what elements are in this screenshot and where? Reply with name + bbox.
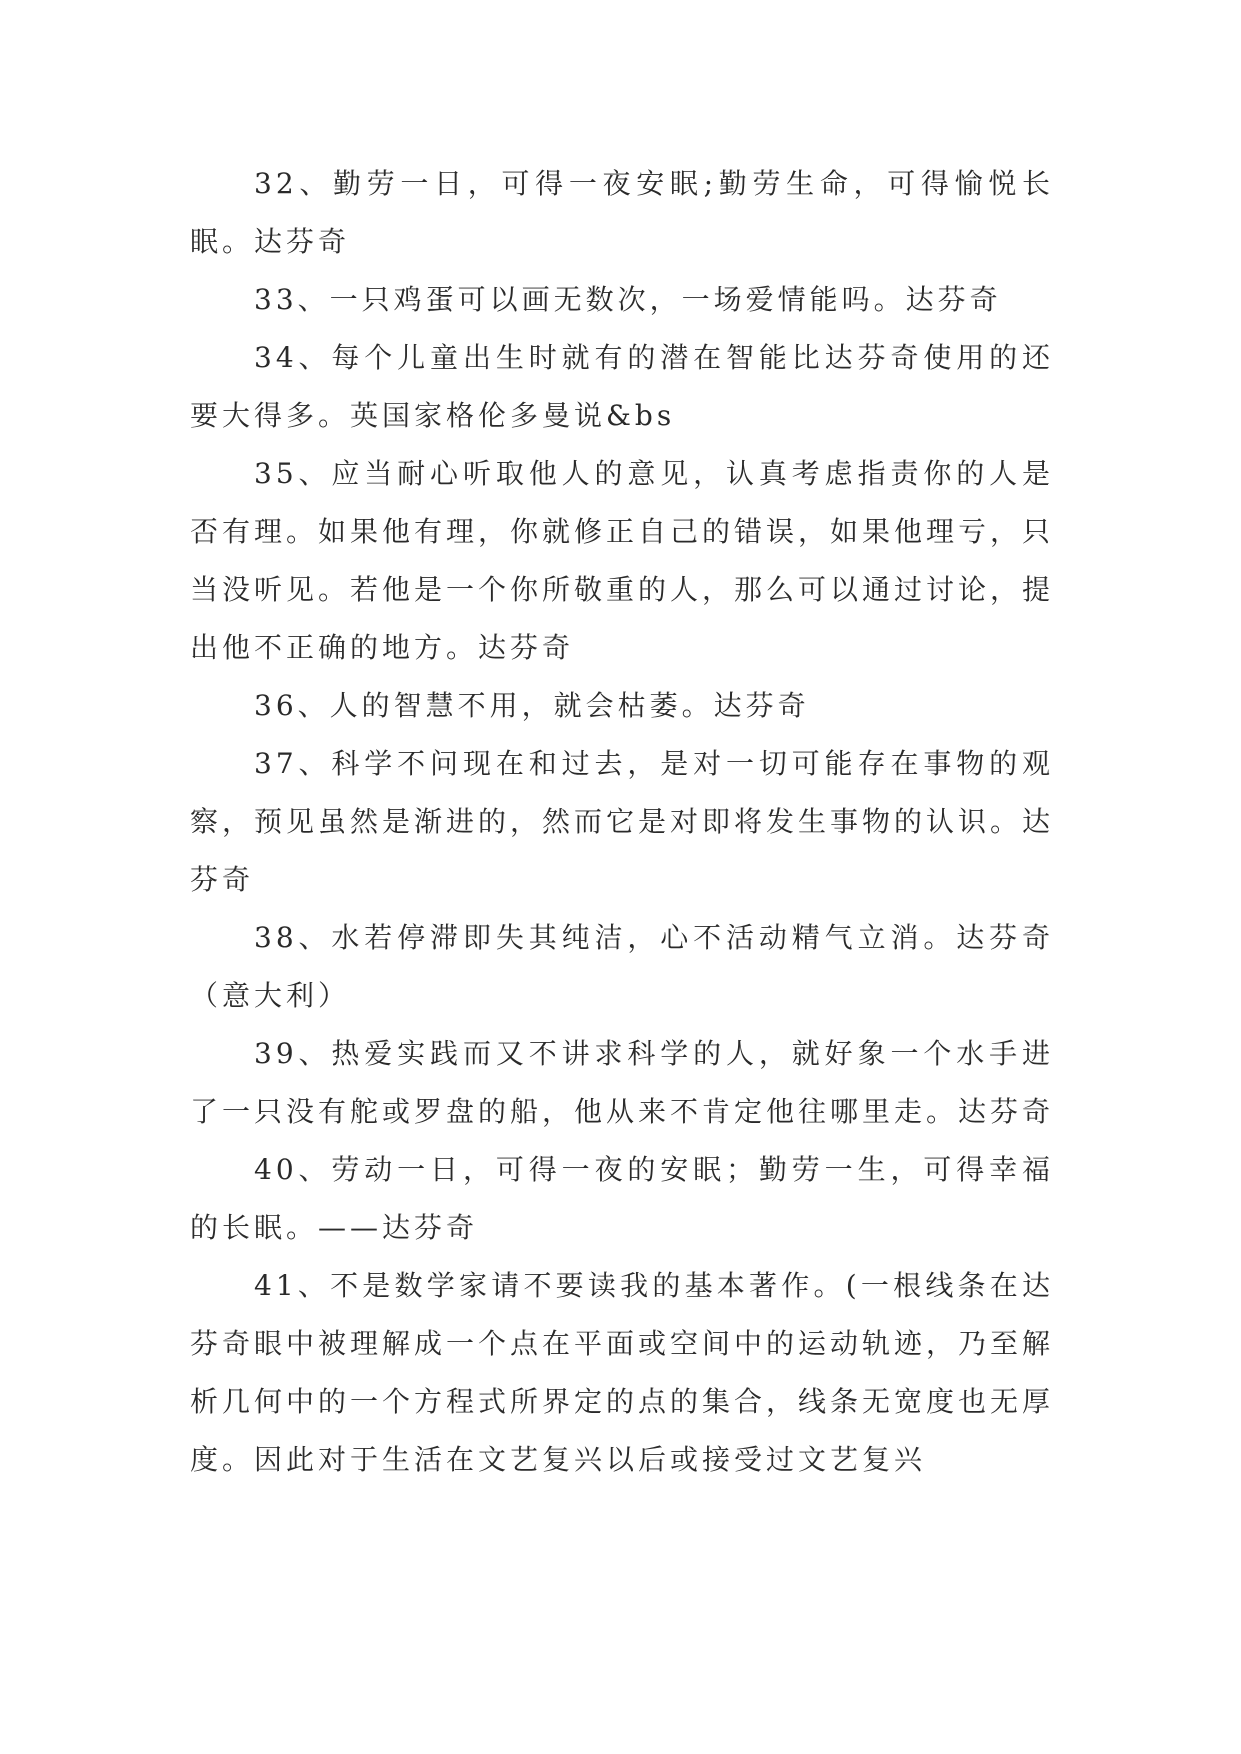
quote-paragraph-36: 36、人的智慧不用，就会枯萎。达芬奇: [254, 689, 810, 722]
quote-paragraph-41: 41、不是数学家请不要读我的基本著作。(一根线条在达芬奇眼中被理解成一个点在平面或空间中的运动轨迹，乃至解析几何中的一个方程式所界定的点的集合，线条无宽度也无厚度。因此对于生活在文艺复兴以后或接受过文艺复兴: [190, 1269, 1055, 1476]
document-body: [190, 155, 1054, 1489]
quote-paragraph-32: 32、勤劳一日，可得一夜安眠;勤劳生命，可得愉悦长眠。达芬奇: [190, 167, 1054, 258]
quote-paragraph-37: 37、科学不问现在和过去，是对一切可能存在事物的观察，预见虽然是渐进的，然而它是对即将发生事物的认识。达芬奇: [190, 747, 1055, 896]
quote-paragraph-38: 38、水若停滞即失其纯洁，心不活动精气立消。达芬奇（意大利）: [190, 921, 1054, 1012]
quote-paragraph-40: 40、劳动一日，可得一夜的安眠；勤劳一生，可得幸福的长眠。——达芬奇: [190, 1153, 1054, 1244]
quote-paragraph-35: 35、应当耐心听取他人的意见，认真考虑指责你的人是否有理。如果他有理，你就修正自己的错误，如果他理亏，只当没听见。若他是一个你所敬重的人，那么可以通过讨论，提出他不正确的地方。达芬奇: [190, 457, 1055, 664]
quote-paragraph-34: 34、每个儿童出生时就有的潜在智能比达芬奇使用的还要大得多。英国家格伦多曼说&bs: [190, 341, 1054, 432]
quote-paragraph-33: 33、一只鸡蛋可以画无数次，一场爱情能吗。达芬奇: [254, 283, 1002, 316]
quote-paragraph-39: 39、热爱实践而又不讲求科学的人，就好象一个水手进了一只没有舵或罗盘的船，他从来不肯定他往哪里走。达芬奇: [190, 1037, 1055, 1128]
